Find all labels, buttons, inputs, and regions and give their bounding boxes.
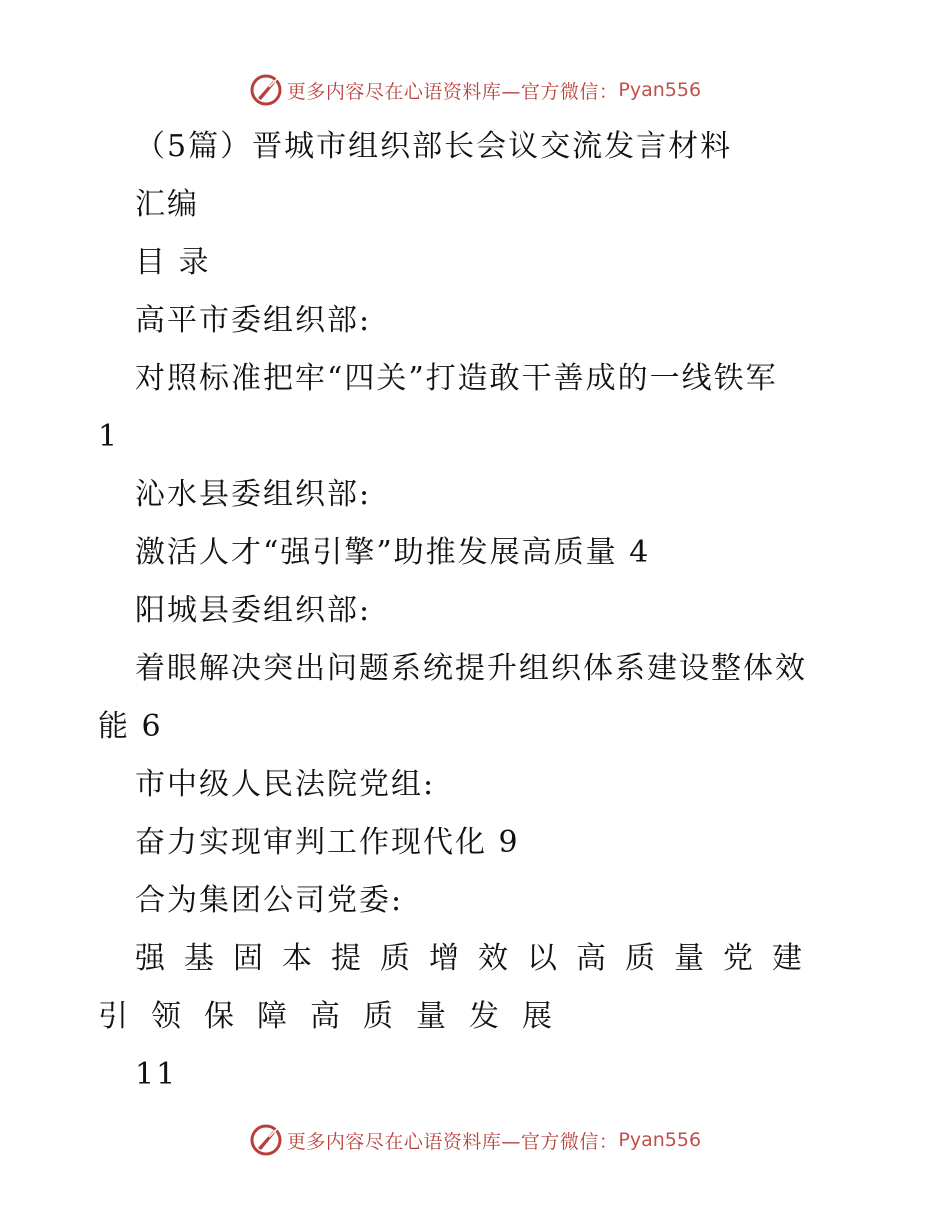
toc-org: 市中级人民法院党组:	[135, 767, 436, 802]
toc-entry: 对照标准把牢“四关”打造敢干善成的一线铁军	[135, 361, 778, 396]
header-watermark	[0, 70, 950, 110]
toc-entry-cont: 能 6	[98, 709, 163, 744]
quill-logo-icon	[249, 73, 283, 107]
toc-entry: 奋力实现审判工作现代化 9	[135, 825, 520, 860]
toc-page: 11	[135, 1057, 178, 1092]
toc-org: 沁水县委组织部:	[135, 477, 372, 512]
quill-logo-icon	[249, 1123, 283, 1157]
toc-heading: 目 录	[135, 245, 211, 280]
toc-org: 高平市委组织部:	[135, 303, 372, 338]
toc-entry: 强基固本提质增效以高质量党建	[135, 941, 821, 976]
doc-title: （5篇）晋城市组织部长会议交流发言材料	[135, 129, 733, 164]
watermark-contact: Pyan556	[618, 1129, 702, 1151]
footer-watermark	[0, 1120, 950, 1160]
toc-entry-cont: 引领保障高质量发展	[98, 999, 575, 1034]
watermark-text: 更多内容尽在心语资料库—官方微信：	[286, 1130, 619, 1153]
toc-entry: 激活人才“强引擎”助推发展高质量 4	[135, 535, 651, 570]
toc-org: 合为集团公司党委:	[135, 883, 404, 918]
watermark-text: 更多内容尽在心语资料库—官方微信：	[286, 80, 619, 103]
toc-entry: 着眼解决突出问题系统提升组织体系建设整体效	[135, 651, 807, 686]
toc-page: 1	[98, 419, 120, 454]
toc-org: 阳城县委组织部:	[135, 593, 372, 628]
doc-title-cont: 汇编	[135, 187, 199, 222]
watermark-contact: Pyan556	[618, 79, 702, 101]
